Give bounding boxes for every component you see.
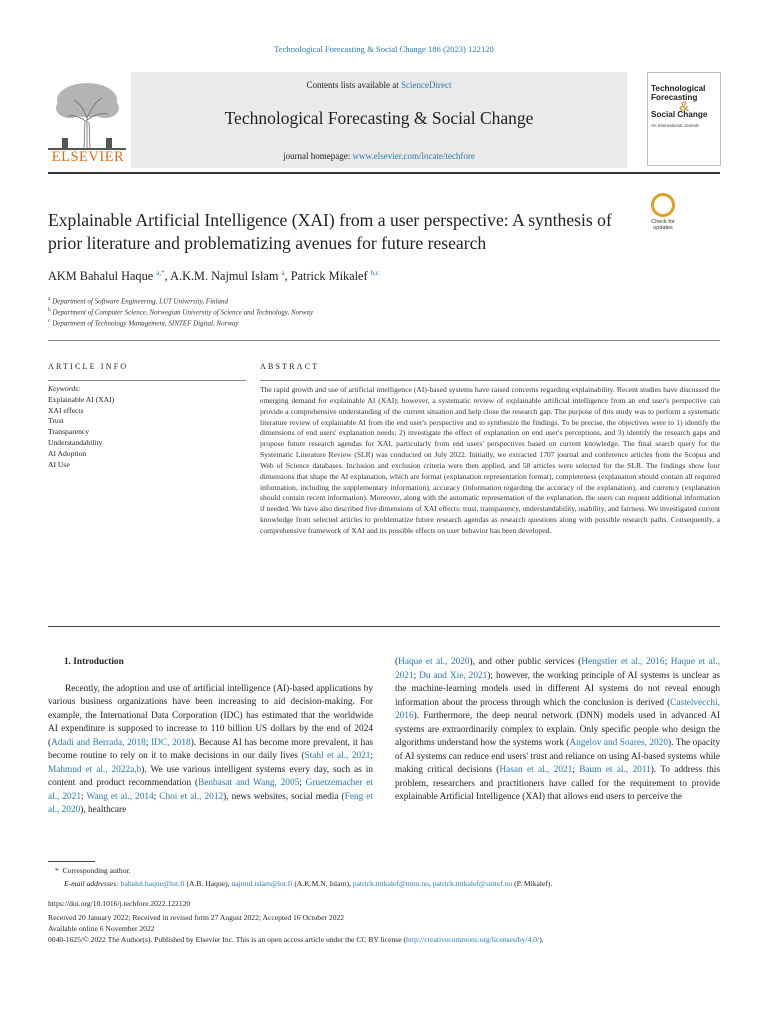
intro-text: ). Because AI has become more prevalent, it has become routine to rely on it to make decisions in our daily lives ( (48, 737, 373, 762)
intro-text: ). Furthermore, the deep neural network (DNN) models used in advanced AI systems are extraordinarily complex to explain. Only specific people who design the algorithms understand how the systems work ( (395, 711, 720, 749)
author-affiliation-mark[interactable]: b,c (370, 269, 380, 277)
abstract-rule (260, 380, 720, 381)
citation-link[interactable]: Angelov and Soares, 2020 (569, 738, 668, 749)
intro-text: ; (413, 670, 420, 681)
abstract-end-rule (48, 626, 720, 627)
intro-text: ), news websites, social media ( (223, 791, 345, 802)
affiliation: $^c$ Department of Technology Management, SINTEF Digital, Norway (48, 318, 239, 328)
journal-citation[interactable]: Technological Forecasting & Social Change 186 (2023) 122120 (274, 44, 494, 54)
contents-available: Contents lists available at ScienceDirect (306, 80, 452, 90)
intro-text: ; (80, 791, 87, 802)
citation-link[interactable]: Hasan et al., 2021 (499, 765, 573, 776)
citation-link[interactable]: Hengstler et al., 2016 (581, 657, 665, 667)
author-name[interactable]: A.K.M. Najmul Islam (170, 269, 279, 284)
abstract-heading: ABSTRACT (260, 362, 320, 371)
check-for-updates-icon (651, 193, 675, 217)
citation-link[interactable]: Mahmud et al., 2022a,b (48, 764, 142, 775)
intro-text: ), and other public services ( (469, 657, 582, 667)
corresponding-author-note: * Corresponding author. (55, 866, 131, 875)
keyword: Explainable AI (XAI) (48, 394, 115, 404)
email-link[interactable]: patrick.mikalef@sintef.no (432, 879, 513, 888)
journal-homepage: journal homepage: www.elsevier.com/locate/techfore (283, 151, 475, 161)
homepage-link[interactable]: www.elsevier.com/locate/techfore (352, 151, 475, 161)
keyword: Trust (48, 416, 64, 426)
citation-link[interactable]: IDC, 2018 (151, 737, 191, 748)
article-info-rule (48, 380, 246, 381)
license-line: 0040-1625/© 2022 The Author(s). Published by Elsevier Inc. This is an open access article under the CC BY license (http://creativecommons.org/licenses/by/4.0/). (48, 935, 544, 944)
footnote-rule (48, 861, 95, 862)
sciencedirect-link[interactable]: ScienceDirect (401, 80, 452, 90)
section-heading: 1. Introduction (64, 657, 124, 667)
check-for-updates-badge[interactable]: Check for updates (650, 193, 676, 231)
elsevier-tree-logo (48, 78, 126, 150)
keyword: AI Use (48, 459, 70, 469)
intro-text: ). The opacity of AI systems can reduce end users' trust and reliance on using AI-based systems while making critical decisions ( (395, 738, 720, 776)
intro-text: ; (153, 791, 160, 802)
affiliation: $^a$ Department of Software Engineering, LUT University, Finland (48, 296, 228, 306)
email-addresses: E-mail addresses: bahalul.haque@lut.fi (A.B. Haque), najmul.islam@lut.fi (A.K.M.N. Islam), patrick.mikalef@ntnu.no, patrick.mikalef@sintef.no (P. Mikalef). (64, 879, 553, 888)
abstract-text: The rapid growth and use of artificial intelligence (AI)-based systems have raised concerns regarding explainability. Recent studies have discussed the emerging demand for explainable AI (XAI); however, a systematic review of explainable artificial intelligence from an end user's perspective can provide a comprehensive understanding of the current situation and help close the research gap. The purpose of this study was to perform a systematic literature review of explainable AI from the end user's perspective and to synthesize the findings. To be precise, the objectives were to 1) identify the dimensions of end users' explanation needs; 2) investigate the effect of explanation on end user's perceptions, and 3) identify the research gaps and propose future research agendas for XAI, particularly from end users' perspectives based on current knowledge. The final search query for the Systematic Literature Review (SLR) was conducted on July 2022. Initially, we extracted 1707 journal and conference articles from the Scopus and Web of Science databases. Inclusion and exclusion criteria were then applied, and 58 articles were selected for the SLR. The findings show four dimensions that shape the AI explanation, which are format (explanation representation format), completeness (explanation should contain all required information, including the supplementary information), accuracy (information regarding the accuracy of the explanation), and currency (explanation should contain recent information). Moreover, along with the automatic representation of the explanation, the users can request additional information if needed. We have also described five dimensions of XAI effects: trust, transparency, understandability, usability, and fairness. We investigated current knowledge from selected articles to problematize future research agendas as research questions along with possible research paths. Consequently, a comprehensive framework of XAI and its possible effects on user behavior has been developed. (260, 385, 720, 535)
citation-link[interactable]: Benbasat and Wang, 2005 (198, 778, 300, 789)
intro-text: ). To address this problem, researchers and practitioners have called for the requirement to provide explainable Artificial Intelligence (XAI) that allows end users to perceive the (395, 765, 720, 803)
citation-link[interactable]: Stahl et al., 2021 (304, 751, 371, 762)
intro-text: ; (572, 765, 580, 776)
intro-right-column (395, 656, 720, 805)
email-link[interactable]: najmul.islam@lut.fi (231, 879, 293, 888)
elsevier-wordmark: ELSEVIER (51, 149, 125, 165)
header-rule (48, 172, 720, 174)
intro-left-column (48, 656, 373, 818)
author-name[interactable]: Patrick Mikalef (290, 269, 368, 284)
cover-subtitle: An International Journal (651, 123, 699, 128)
citation-link[interactable]: Haque et al., 2021 (395, 657, 721, 681)
citation-link[interactable]: Baum et al., 2011 (579, 765, 651, 776)
license-link[interactable]: http://creativecommons.org/licenses/by/4.0/ (406, 935, 540, 944)
author-name[interactable]: AKM Bahalul Haque (48, 269, 154, 284)
citation-link[interactable]: Adadi and Berrada, 2018 (51, 737, 146, 748)
author-list: AKM Bahalul Haque $^{a,*}$, A.K.M. Najmul Islam $^a$, Patrick Mikalef $^{b,c}$ (48, 269, 380, 284)
intro-text: ; (299, 778, 306, 789)
available-online: Available online 6 November 2022 (48, 924, 155, 933)
keyword: XAI effects (48, 405, 84, 415)
article-title: Explainable Artificial Intelligence (XAI) from a user perspective: A synthesis of prior literature and problematizing avenues for future research (48, 210, 612, 253)
keyword: Understandability (48, 437, 103, 447)
keywords-label: Keywords: (48, 384, 81, 393)
intro-text: ; (664, 657, 671, 667)
doi-link[interactable]: https://doi.org/10.1016/j.techfore.2022.122120 (48, 899, 191, 908)
intro-text: Recently, the adoption and use of artificial intelligence (AI)-based applications by various business organizations have been increasing to aid decision-making. For example, the International Data Corporation (IDC) has estimated that the worldwide AI expenditure is supposed to increase to 110 billion US dollars by the end of 2024 ( (48, 683, 373, 748)
email-link[interactable]: patrick.mikalef@ntnu.no (352, 879, 429, 888)
citation-link[interactable]: Feng et al., 2020 (48, 791, 373, 816)
affiliation: $^b$ Department of Computer Science, Norwegian University of Science and Technology, Norway (48, 307, 314, 317)
intro-paragraph (48, 683, 373, 818)
received-dates: Received 20 January 2022; Received in revised form 27 August 2022; Accepted 16 October 2022 (48, 913, 345, 922)
citation-link[interactable]: Du and Xie, 2021 (419, 670, 488, 681)
journal-title: Technological Forecasting & Social Change (224, 108, 534, 128)
keywords-block (48, 384, 114, 470)
keyword: AI Adoption (48, 448, 87, 458)
author-affiliation-mark[interactable]: a (281, 269, 285, 277)
cover-title: Technological Forecasting & Social Change (651, 84, 708, 119)
citation-link[interactable]: Haque et al., 2020 (398, 657, 470, 667)
section-divider (48, 340, 720, 341)
author-affiliation-mark[interactable]: a,* (156, 269, 165, 277)
intro-text: ). We use various intelligent systems every day, such as in content and product recommendation ( (48, 764, 373, 789)
intro-text: ); however, the working principle of AI systems is unclear as the machine-learning models used in different AI systems do not reveal enough information about the process through which the conclusion is derived ( (395, 670, 720, 708)
intro-paragraph (395, 656, 720, 805)
intro-text: ; (370, 751, 374, 762)
citation-link[interactable]: Choi et al., 2012 (159, 791, 224, 802)
email-link[interactable]: bahalul.haque@lut.fi (120, 879, 185, 888)
article-info-heading: ARTICLE INFO (48, 362, 129, 371)
intro-text: ), healthcare (80, 805, 127, 816)
citation-link[interactable]: Wang et al., 2014 (86, 791, 154, 802)
intro-text: ( (395, 657, 399, 667)
keyword: Transparency (48, 427, 90, 437)
citation-link[interactable]: Gruetzemacher et al., 2021 (48, 778, 373, 802)
citation-link[interactable]: Castelvecchi, 2016 (395, 697, 720, 722)
intro-text: ; (145, 737, 152, 748)
